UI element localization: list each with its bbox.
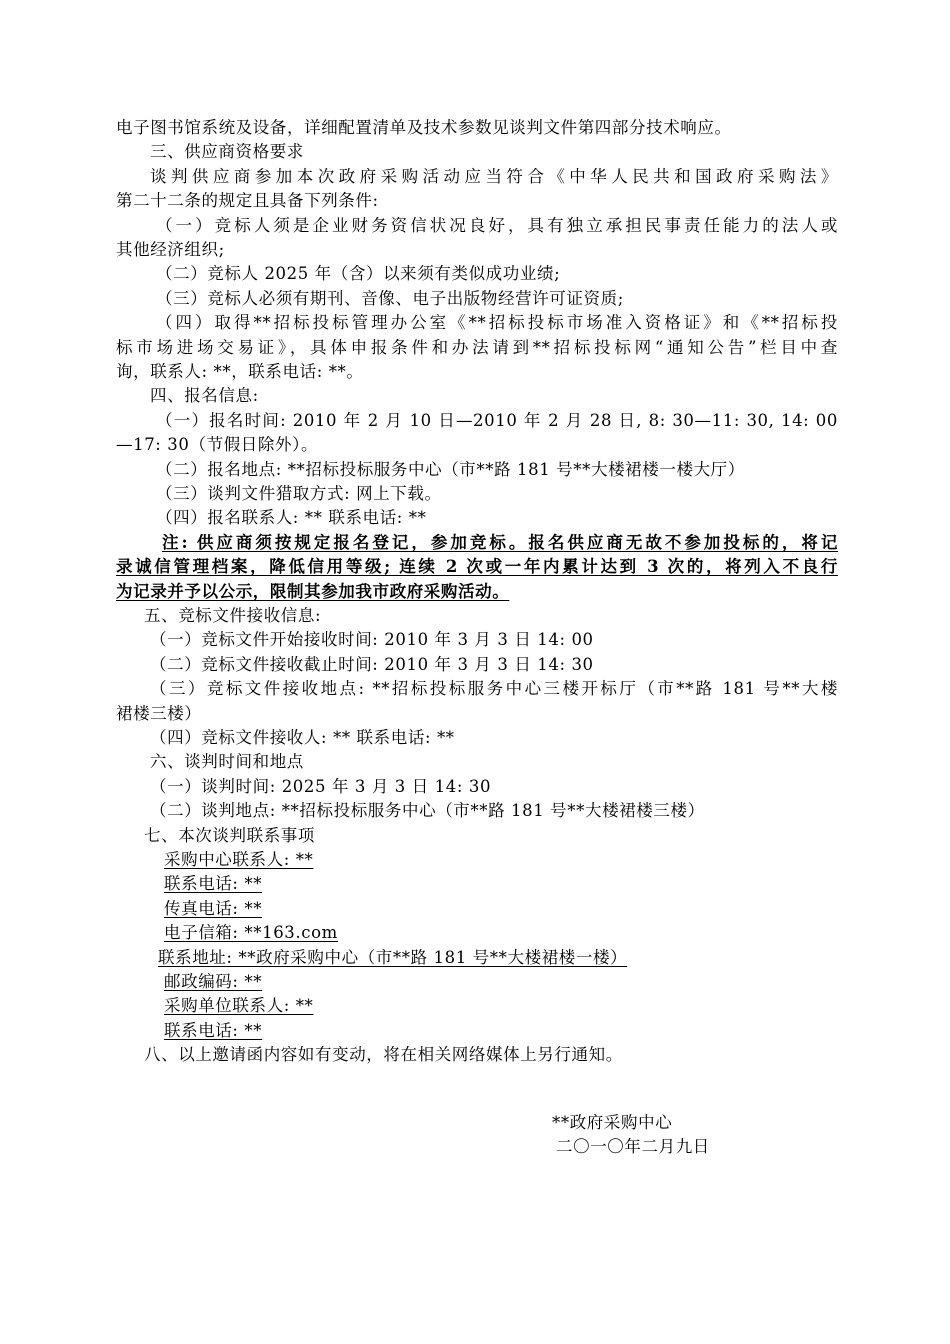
text-line: （二）竞标文件接收截止时间: 2010 年 3 月 3 日 14: 30 [150, 655, 594, 674]
text-line: 邮政编码: ** [164, 972, 263, 991]
text-line: 标市场进场交易证》，具体申报条件和办法请到**招标投标网“通知公告”栏目中查 [116, 338, 838, 357]
text-line: （二）报名地点: **招标投标服务中心（市**路 181 号**大楼裙楼一楼大厅） [156, 460, 745, 479]
text-line: 裙楼三楼） [116, 704, 202, 723]
text-line: 联系电话: ** [164, 874, 263, 893]
text-line: 第二十二条的规定且具备下列条件: [116, 191, 379, 210]
text-line: （四）报名联系人: ** 联系电话: ** [156, 508, 427, 527]
text-line: —17: 30（节假日除外）。 [116, 435, 319, 454]
text-line: 询，联系人: **，联系电话: **。 [116, 362, 364, 381]
text-line: 注: 供应商须按规定报名登记，参加竞标。报名供应商无故不参加投标的，将记 [162, 533, 838, 552]
text-line: （三）竞标文件接收地点: **招标投标服务中心三楼开标厅（市**路 181 号**大楼 [150, 679, 838, 698]
text-line: 谈判供应商参加本次政府采购活动应当符合《中华人民共和国政府采购法》 [150, 167, 838, 186]
text-line: 采购单位联系人: ** [164, 996, 314, 1015]
text-line: 传真电话: ** [164, 899, 263, 918]
text-line: （一）谈判时间: 2025 年 3 月 3 日 14: 30 [150, 777, 492, 796]
text-line: 联系地址: **政府采购中心（市**路 181 号**大楼裙楼一楼） [158, 948, 628, 967]
text-line: （一）竞标文件开始接收时间: 2010 年 3 月 3 日 14: 00 [150, 630, 594, 649]
text-line: （三）竞标人必须有期刊、音像、电子出版物经营许可证资质; [156, 289, 624, 308]
text-line: 八、以上邀请函内容如有变动，将在相关网络媒体上另行通知。 [144, 1045, 623, 1064]
text-line: （三）谈判文件猎取方式: 网上下载。 [156, 484, 442, 503]
text-line: 三、供应商资格要求 [150, 142, 304, 161]
text-line: （一）竞标人须是企业财务资信状况良好，具有独立承担民事责任能力的法人或 [156, 216, 838, 235]
text-line: 五、竞标文件接收信息: [144, 606, 322, 625]
text-line: 电子信箱: **163.com [164, 923, 338, 942]
text-line: （四）竞标文件接收人: ** 联系电话: ** [150, 728, 455, 747]
text-line: 电子图书馆系统及设备，详细配置清单及技术参数见谈判文件第四部分技术响应。 [116, 118, 732, 137]
text-line: 采购中心联系人: ** [164, 850, 314, 869]
text-line: （一）报名时间: 2010 年 2 月 10 日—2010 年 2 月 28 日, 8: 30—11: 30, 14: 00 [156, 411, 838, 430]
text-line: （四）取得**招标投标管理办公室《**招标投标市场准入资格证》和《**招标投 [156, 313, 838, 332]
signature-org: **政府采购中心 [552, 1113, 673, 1132]
text-line: 七、本次谈判联系事项 [144, 826, 315, 845]
signature-date: 二〇一〇年二月九日 [556, 1137, 710, 1156]
text-line: 联系电话: ** [164, 1021, 263, 1040]
text-line: 其他经济组织; [116, 240, 225, 259]
text-line: 为记录并予以公示，限制其参加我市政府采购活动。 [116, 582, 510, 601]
text-line: 四、报名信息: [150, 386, 259, 405]
text-line: （二）竞标人 2025 年（含）以来须有类似成功业绩; [156, 264, 561, 283]
text-line: （二）谈判地点: **招标投标服务中心（市**路 181 号**大楼裙楼三楼） [150, 801, 705, 820]
text-line: 录诚信管理档案，降低信用等级; 连续 2 次或一年内累计达到 3 次的，将列入不良行 [116, 557, 838, 576]
text-line: 六、谈判时间和地点 [150, 752, 304, 771]
